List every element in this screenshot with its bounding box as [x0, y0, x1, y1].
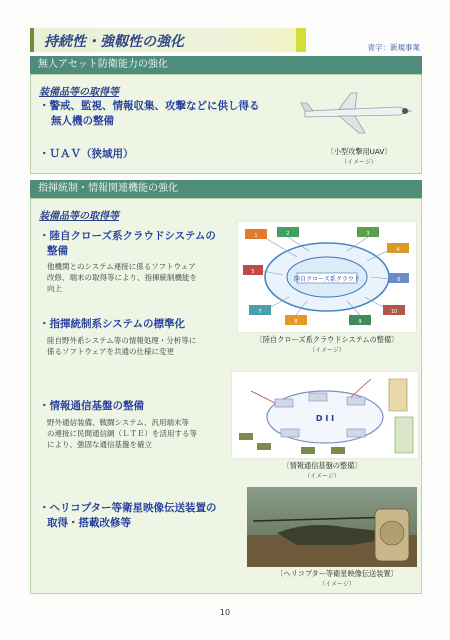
section2-subheading: 装備品等の取得等 — [39, 211, 119, 222]
comm-infrastructure-diagram — [231, 371, 419, 459]
node-label-7: 7 — [258, 309, 262, 315]
item3-title: ・情報通信基盤の整備 — [39, 400, 144, 412]
item3-desc-2: の連接に民間通信網（ＬＴＥ）を活用する等 — [47, 429, 197, 438]
node-label-5: 5 — [251, 269, 255, 275]
section1-heading: 無人アセット防衛能力の強化 — [30, 56, 422, 74]
comm-center-label: D I I — [315, 414, 335, 423]
section2-heading: 指揮統制・情報関連機能の強化 — [30, 180, 422, 198]
item1-desc-2: 改修、端末の取得等により、指揮統制機能を — [47, 273, 197, 282]
helicopter-caption-sub: （イメージ） — [319, 581, 355, 588]
item3-desc-1: 野外通信装備、戦闘システム、汎用端末等 — [47, 418, 189, 427]
section1-subheading: 装備品等の取得等 — [39, 87, 119, 98]
title-accent — [296, 28, 306, 52]
item1-title: ・陸自クローズ系クラウドシステムの — [39, 230, 216, 242]
helicopter-image — [247, 487, 417, 567]
section2-body — [30, 198, 422, 594]
uav-image — [299, 89, 417, 141]
node-label-6: 6 — [397, 277, 401, 283]
section1-bullet-1b: 無人機の整備 — [51, 115, 114, 127]
page-title-bar — [30, 28, 300, 52]
item4-title: ・ヘリコプター等衛星映像伝送装置の — [39, 502, 217, 514]
node-label-8: 8 — [294, 319, 298, 325]
section1-bullet-1: ・警戒、監視、情報収集、攻撃などに供し得る — [39, 100, 260, 112]
node-label-2: 2 — [286, 231, 290, 237]
item2-desc-1: 陸自野外系システム等の情報処理・分析等に — [47, 336, 197, 345]
node-label-4: 4 — [396, 247, 400, 253]
uav-caption-sub: （イメージ） — [341, 159, 377, 166]
cloud-system-diagram — [237, 221, 417, 333]
uav-caption-text: 〔小型攻撃用UAV〕 — [326, 147, 392, 156]
page-number: 10 — [219, 608, 231, 617]
section1-bullet-2: ・ＵＡＶ（狭域用） — [39, 148, 134, 160]
node-label-9: 9 — [358, 319, 362, 325]
comm-caption — [267, 461, 377, 480]
uav-caption — [307, 147, 411, 166]
legend-note: 青字：新規事業 — [367, 43, 420, 52]
node-label-10: 10 — [390, 309, 398, 315]
helicopter-caption-text: 〔ヘリコプター等衛星映像伝送装置〕 — [276, 569, 398, 578]
cloud-caption-text: 〔陸自クローズ系クラウドシステムの整備〕 — [255, 335, 399, 344]
item1-title-2: 整備 — [47, 245, 68, 257]
item3-desc-3: により、強固な通信基盤を確立 — [47, 440, 152, 449]
item4-title-2: 取得・搭載改修等 — [47, 517, 131, 529]
node-label-1: 1 — [254, 233, 258, 239]
section1-body — [30, 74, 422, 174]
page-title: 持続性・強靱性の強化 — [44, 34, 184, 50]
cloud-caption — [237, 335, 417, 354]
item2-desc-2: 係るソフトウェアを共通の仕様に変更 — [47, 347, 175, 356]
item1-desc-3: 向上 — [47, 284, 62, 293]
diagram-center-label: 陸自クローズ系クラウド — [294, 276, 360, 283]
item1-desc-1: 他機関とのシステム連接に係るソフトウェア — [47, 262, 196, 271]
item2-title: ・指揮統制系システムの標準化 — [39, 318, 185, 330]
helicopter-caption — [267, 569, 407, 588]
comm-caption-sub: （イメージ） — [304, 473, 340, 480]
node-label-3: 3 — [366, 231, 370, 237]
cloud-caption-sub: （イメージ） — [309, 347, 345, 354]
comm-caption-text: 〔情報通信基盤の整備〕 — [282, 461, 362, 470]
